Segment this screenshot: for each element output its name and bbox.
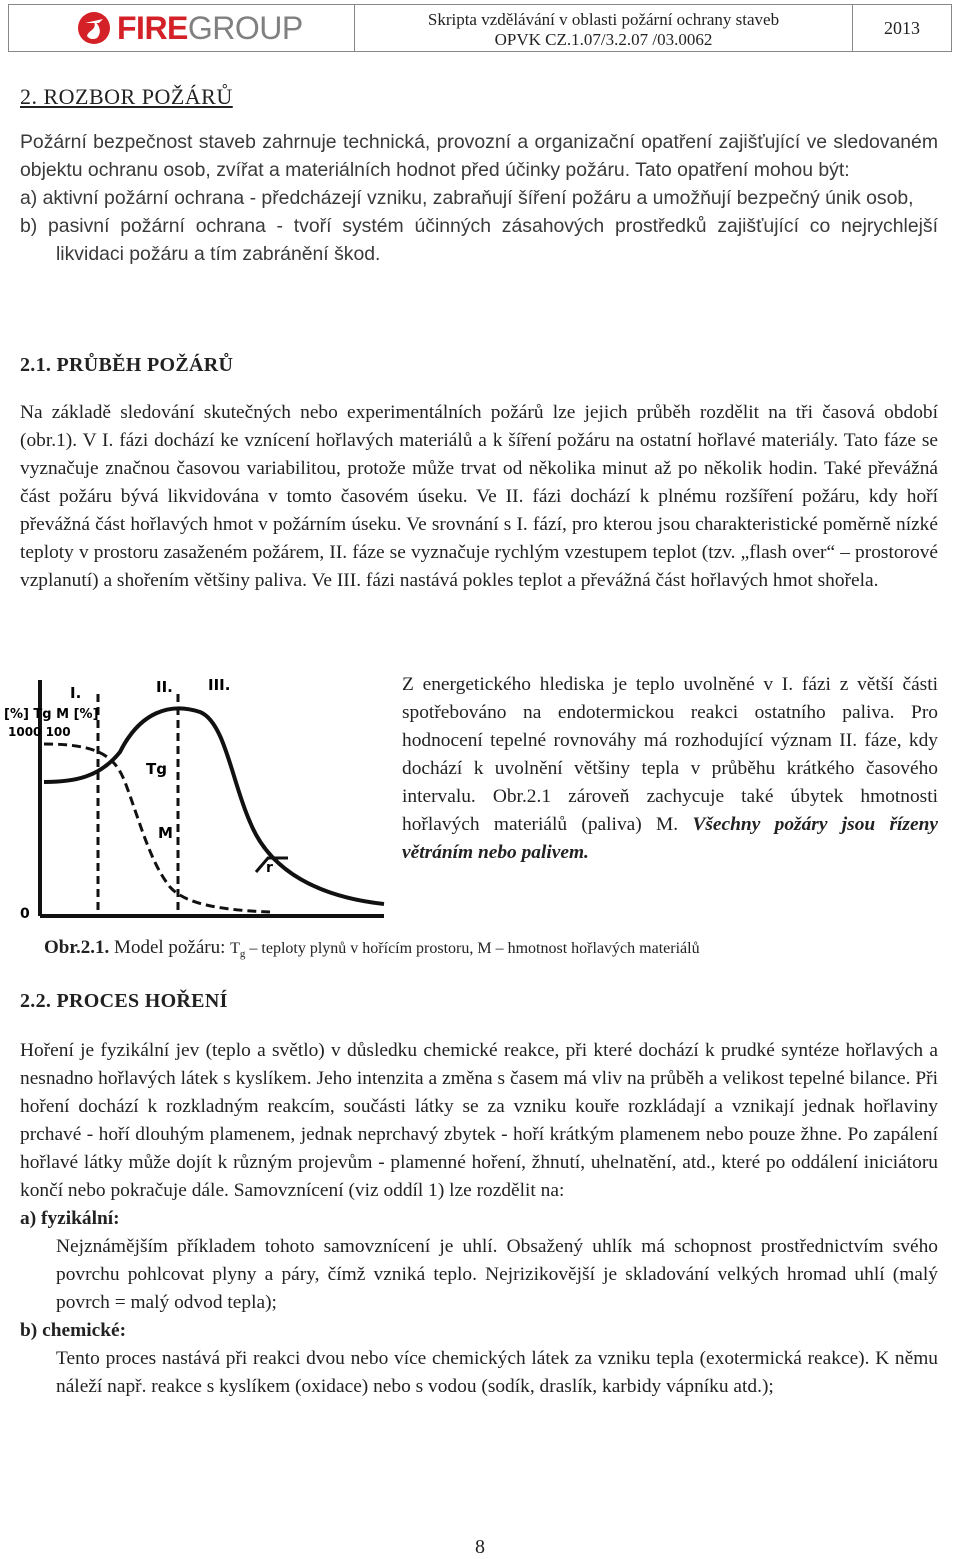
- section2-intro: Požární bezpečnost staveb zahrnuje technická, provozní a organizační opatření zajišťující ve sledovaném objektu ochranu osob, zvířat a materiálních hodnot před účinky požáru. Tato opatření mohou být:: [20, 131, 938, 181]
- r-label: r: [266, 860, 273, 876]
- section-heading-2: 2. ROZBOR POŽÁRŮ: [20, 84, 233, 109]
- caption-t: T: [230, 940, 240, 957]
- section22-body: [20, 1037, 938, 1401]
- logo-fire-text: FIRE: [117, 9, 188, 46]
- logo-group-text: GROUP: [187, 9, 303, 46]
- page-header: [8, 4, 952, 52]
- y-axis-label: [%] Tg M [%]: [4, 707, 99, 722]
- section22-paragraph: Hoření je fyzikální jev (teplo a světlo) v důsledku chemické reakce, při které dochází k prudké syntéze hořlavých a nesnadno hořlavých látek s kyslíkem. Jeho intenzita a změna s časem má vliv na průběh a velikost tepelné bilance. Při hoření dochází k rozkladným reakcím, součásti látky se za vzniku kouře rozkládají a vznikají jednak hořlaviny prchavé - hoří dlouhým plamenem, jednak neprchavý zbytek - hoří krátkým plamenem nebo pouze žhne. Po zapálení hořlavé látky může dojít k různým projevům - plamenné hoření, žhnutí, uhelnatění, atd., které po oddálení iniciátoru končí nebo pokračuje dále. Samovznícení (viz oddíl 1) lze rozdělit na:: [20, 1040, 938, 1201]
- section-heading-21: 2.1. PRŮBĚH POŽÁRŮ: [20, 354, 234, 376]
- m-label: M: [158, 824, 173, 842]
- logo: [9, 5, 355, 51]
- figure-caption: [44, 935, 700, 967]
- origin-label: 0: [20, 906, 30, 922]
- phase-label-1: I.: [70, 684, 82, 702]
- header-year: 2013: [884, 17, 920, 38]
- header-title: [355, 5, 853, 51]
- y-axis-max: 1000 100: [8, 725, 71, 739]
- section21-paragraph: Na základě sledování skutečných nebo experimentálních požárů lze jejich průběh rozdělit na tři časová období (obr.1). V I. fázi dochází ke vznícení hořlavých materiálů a k šíření požáru na ostatní hořlavé materiály. Tato fáze se vyznačuje značnou časovou variabilitou, protože může trvat od několika minut až po několik hodin. Také převážná část požáru bývá likvidována v tomto časovém úseku. Ve II. fázi dochází k plnému rozšíření požáru, kdy hoří převážná část hořlavých hmot v požárním úseku. Ve srovnání s I. fází, pro kterou jsou charakteristické poměrně nízké teploty v prostoru zasaženém požárem, II. fáze se vyznačuje rychlým vzestupem teplot (tzv. „flash over“ – prostorové vzplanutí) a shořením většiny paliva. Ve III. fázi nastává pokles teplot a převážná část hořlavých hmot shořela.: [20, 402, 938, 591]
- page-number: 8: [475, 1536, 485, 1558]
- fire-model-figure: [0, 672, 392, 928]
- figure-side-text: [402, 671, 938, 867]
- section2-body: [20, 128, 938, 268]
- header-title-line1: Skripta vzdělávání v oblasti požární ochrany staveb: [427, 10, 780, 29]
- subsection-a-text: Nejznámějším příkladem tohoto samovznícení je uhlí. Obsažený uhlík má schopnost prostřednictvím svého povrchu pohlcovat plyny a páry, čímž vzniká teplo. Nejrizikovější je skladování velkých hromad uhlí (malý povrch = malý odvod tepla);: [56, 1236, 938, 1313]
- flame-icon: [77, 9, 111, 47]
- section-heading-22: 2.2. PROCES HOŘENÍ: [20, 990, 228, 1012]
- caption-sub: g: [239, 948, 246, 961]
- phase-label-2: II.: [156, 678, 173, 696]
- header-title-line2: OPVK CZ.1.07/3.2.07 /03.0062: [494, 30, 713, 49]
- side-emphasis: Všechny požáry jsou řízeny větráním nebo palivem.: [402, 814, 938, 863]
- phase-label-3: III.: [208, 676, 231, 694]
- caption-model: Model požáru:: [114, 937, 226, 958]
- subsection-a-label: a) fyzikální:: [20, 1208, 120, 1229]
- subsection-b-text: Tento proces nastává při reakci dvou nebo více chemických látek za vzniku tepla (exotermická reakce). K němu náleží např. reakce s kyslíkem (oxidace) nebo s vodou (sodík, draslík, karbidy vápníku atd.);: [56, 1348, 938, 1397]
- subsection-b-label: b) chemické:: [20, 1320, 127, 1341]
- tg-curve: [44, 708, 384, 904]
- list-item-a: a) aktivní požární ochrana - předcházejí vzniku, zabraňují šíření požáru a umožňují bezpečný únik osob,: [20, 187, 914, 209]
- caption-rest: – teploty plynů v hořícím prostoru, M – hmotnost hořlavých materiálů: [249, 940, 700, 957]
- side-paragraph: Z energetického hlediska je teplo uvolněné v I. fázi z větší části spotřebováno na endotermickou reakci ostatního paliva. Pro hodnocení tepelné rovnováhy má rozhodující význam II. fáze, kdy dochází k uvolnění většiny tepla v průběhu krátkého časového intervalu. Obr.2.1 zároveň zachycuje také úbytek hmotnosti hořlavých materiálů (paliva) M.: [402, 674, 938, 835]
- list-item-b: b) pasivní požární ochrana - tvoří systém účinných zásahových prostředků zajišťující co nejrychlejší likvidaci požáru a tím zabránění škod.: [20, 215, 938, 265]
- tg-label: Tg: [146, 760, 167, 778]
- caption-label: Obr.2.1.: [44, 937, 110, 958]
